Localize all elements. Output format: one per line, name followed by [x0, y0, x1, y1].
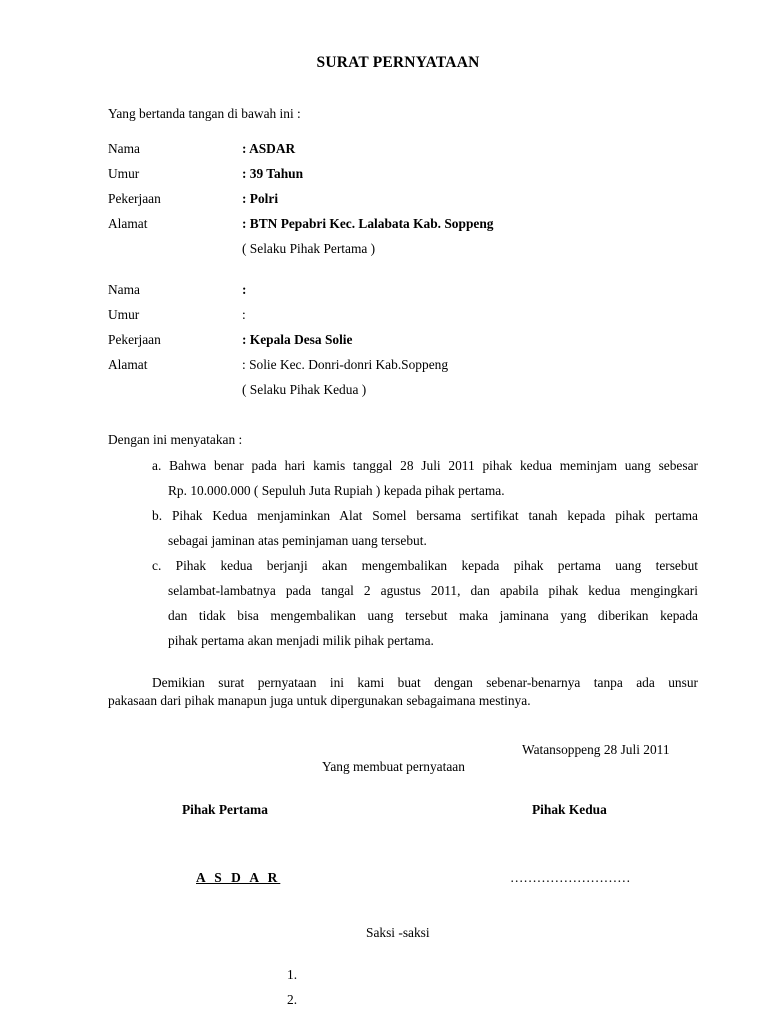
witness-label: Saksi -saksi [366, 925, 430, 940]
place-date: Watansoppeng 28 Juli 2011 [522, 742, 670, 757]
party2-age-label: Umur [108, 307, 140, 322]
signature-party1-label: Pihak Pertama [182, 802, 268, 817]
party1-age-label: Umur [108, 166, 140, 181]
party2-name-value: : [242, 282, 247, 297]
item-c-line2: selambat-lambatnya pada tangal 2 agustus 2011, dan apabila pihak kedua mengingkari [168, 583, 698, 598]
witness-1: 1. [287, 967, 298, 982]
item-a-line1: a. Bahwa benar pada hari kamis tanggal 28 Juli 2011 pihak kedua meminjam uang sebesar [152, 458, 698, 473]
party1-role: ( Selaku Pihak Pertama ) [242, 241, 376, 256]
party2-address-value: : Solie Kec. Donri-donri Kab.Soppeng [242, 357, 449, 372]
item-c-line1: c. Pihak kedua berjanji akan mengembalikan kepada pihak pertama uang tersebut [152, 558, 698, 573]
intro-text: Yang bertanda tangan di bawah ini : [108, 106, 301, 121]
signature-party1-name: A S D A R [196, 870, 281, 885]
item-c-line4: pihak pertama akan menjadi milik pihak pertama. [168, 633, 434, 648]
signature-party2-label: Pihak Kedua [532, 802, 607, 817]
item-b-line1: b. Pihak Kedua menjaminkan Alat Somel bersama sertifikat tanah kepada pihak pertama [152, 508, 698, 523]
signature-party2-name: ……………………… [510, 870, 631, 885]
maker-label: Yang membuat pernyataan [322, 759, 465, 774]
party1-age-value: : 39 Tahun [242, 166, 304, 181]
party1-name-value: : ASDAR [242, 141, 296, 156]
party2-job-label: Pekerjaan [108, 332, 161, 347]
party2-age-value: : [242, 307, 246, 322]
party2-job-value: : Kepala Desa Solie [242, 332, 353, 347]
party2-name-label: Nama [108, 282, 140, 297]
party1-job-value: : Polri [242, 191, 279, 206]
party1-name-label: Nama [108, 141, 140, 156]
party1-address-value: : BTN Pepabri Kec. Lalabata Kab. Soppeng [242, 216, 494, 231]
item-a-line2: Rp. 10.000.000 ( Sepuluh Juta Rupiah ) kepada pihak pertama. [168, 483, 505, 498]
item-b-line2: sebagai jaminan atas peminjaman uang tersebut. [168, 533, 427, 548]
witness-2: 2. [287, 992, 298, 1007]
party2-address-label: Alamat [108, 357, 148, 372]
closing-line1: Demikian surat pernyataan ini kami buat dengan sebenar-benarnya tanpa ada unsur [152, 675, 698, 690]
closing-line2: pakasaan dari pihak manapun juga untuk dipergunakan sebagaimana mestinya. [108, 693, 531, 708]
item-c-line3: dan tidak bisa mengembalikan uang tersebut maka jaminana yang diberikan kepada [168, 608, 698, 623]
statement-intro: Dengan ini menyatakan : [108, 432, 243, 447]
party2-role: ( Selaku Pihak Kedua ) [242, 382, 367, 397]
party1-job-label: Pekerjaan [108, 191, 161, 206]
party1-address-label: Alamat [108, 216, 148, 231]
document-title: SURAT PERNYATAAN [316, 54, 480, 71]
